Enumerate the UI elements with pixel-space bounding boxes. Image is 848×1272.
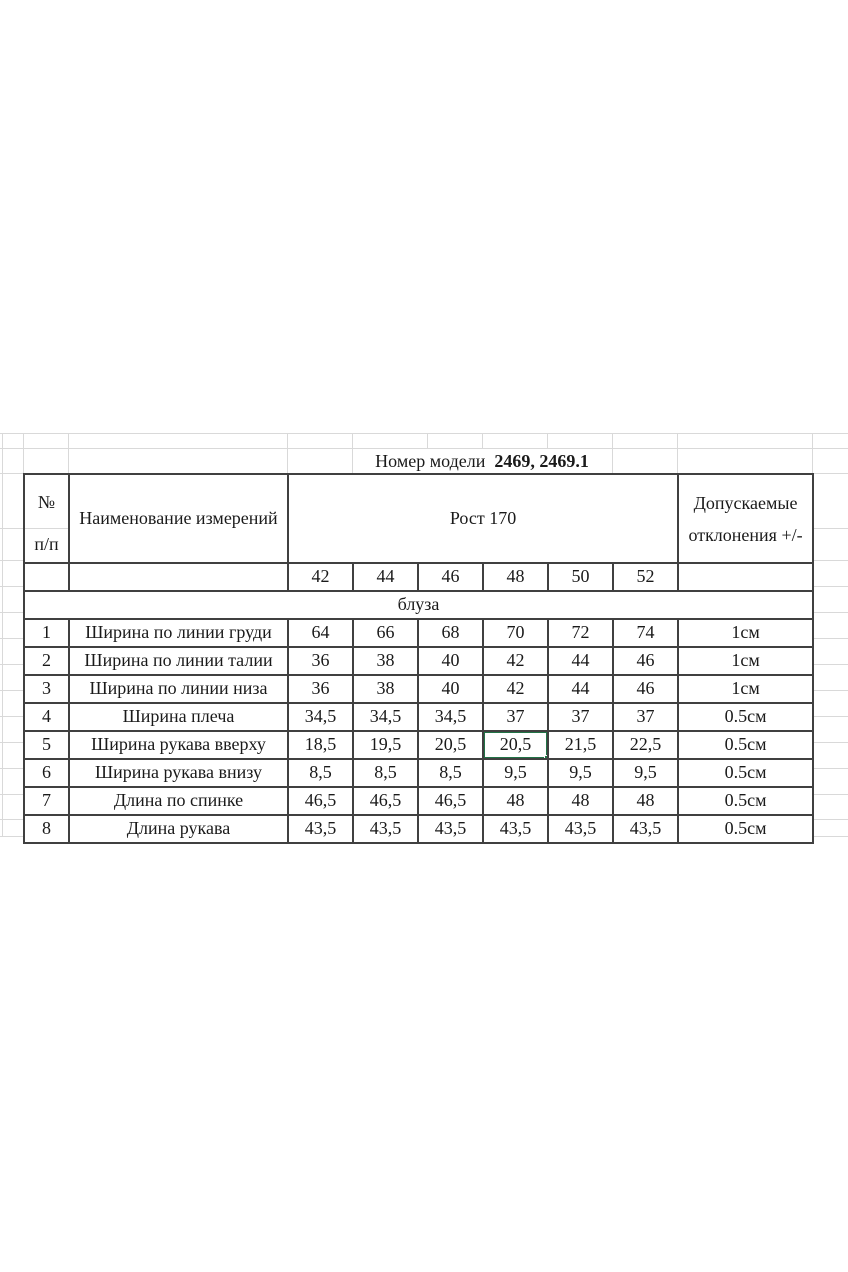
height-header-cell[interactable]: Рост 170 bbox=[288, 474, 678, 563]
empty-cell[interactable] bbox=[678, 563, 813, 591]
measurement-name-cell[interactable]: Длина рукава bbox=[69, 815, 288, 843]
table-row bbox=[24, 703, 813, 731]
value-cell[interactable]: 19,5 bbox=[353, 731, 418, 759]
value-cell[interactable]: 18,5 bbox=[288, 731, 353, 759]
value-cell[interactable]: 66 bbox=[353, 619, 418, 647]
value-cell[interactable]: 37 bbox=[613, 703, 678, 731]
corner-header-top: № bbox=[37, 491, 56, 512]
table-row bbox=[24, 759, 813, 787]
value-cell[interactable]: 37 bbox=[483, 703, 548, 731]
value-cell[interactable]: 40 bbox=[418, 675, 483, 703]
tolerance-cell[interactable]: 1см bbox=[678, 675, 813, 703]
value-cell[interactable]: 46,5 bbox=[288, 787, 353, 815]
value-cell[interactable]: 44 bbox=[548, 675, 613, 703]
gridline bbox=[0, 433, 848, 434]
size-header-row bbox=[24, 563, 813, 591]
row-number-cell[interactable]: 4 bbox=[24, 703, 69, 731]
row-number-cell[interactable]: 8 bbox=[24, 815, 69, 843]
data-rows bbox=[24, 619, 813, 843]
table-row bbox=[24, 815, 813, 843]
size-cell[interactable]: 44 bbox=[353, 563, 418, 591]
value-cell[interactable]: 8,5 bbox=[353, 759, 418, 787]
size-cell[interactable]: 42 bbox=[288, 563, 353, 591]
model-number-cell[interactable] bbox=[353, 449, 611, 473]
tolerance-cell[interactable]: 0.5см bbox=[678, 759, 813, 787]
value-cell[interactable]: 43,5 bbox=[353, 815, 418, 843]
value-cell[interactable]: 43,5 bbox=[613, 815, 678, 843]
table-header-row bbox=[24, 474, 813, 563]
measurement-name-header-cell[interactable]: Наименование измерений bbox=[69, 474, 288, 563]
tolerance-cell[interactable]: 1см bbox=[678, 619, 813, 647]
tolerance-cell[interactable]: 0.5см bbox=[678, 787, 813, 815]
empty-cell[interactable] bbox=[24, 563, 69, 591]
value-cell[interactable]: 34,5 bbox=[353, 703, 418, 731]
value-cell[interactable]: 8,5 bbox=[288, 759, 353, 787]
corner-header-bottom: п/п bbox=[34, 533, 59, 554]
measurement-name-cell[interactable]: Ширина рукава вверху bbox=[69, 731, 288, 759]
value-cell[interactable]: 48 bbox=[613, 787, 678, 815]
value-cell[interactable]: 74 bbox=[613, 619, 678, 647]
tolerance-header-line1: Допускаемые bbox=[693, 492, 798, 513]
value-cell[interactable]: 72 bbox=[548, 619, 613, 647]
value-cell[interactable]: 46,5 bbox=[418, 787, 483, 815]
value-cell[interactable]: 46 bbox=[613, 675, 678, 703]
table-row bbox=[24, 647, 813, 675]
value-cell[interactable]: 37 bbox=[548, 703, 613, 731]
table-row bbox=[24, 675, 813, 703]
measurement-name-cell[interactable]: Ширина плеча bbox=[69, 703, 288, 731]
row-number-cell[interactable]: 5 bbox=[24, 731, 69, 759]
row-number-cell[interactable]: 6 bbox=[24, 759, 69, 787]
tolerance-header-line2: отклонения +/- bbox=[688, 524, 803, 545]
gridline bbox=[2, 433, 3, 836]
measurement-name-cell[interactable]: Ширина по линии талии bbox=[69, 647, 288, 675]
value-cell[interactable]: 68 bbox=[418, 619, 483, 647]
value-cell[interactable]: 48 bbox=[548, 787, 613, 815]
size-cell[interactable]: 48 bbox=[483, 563, 548, 591]
row-number-cell[interactable]: 1 bbox=[24, 619, 69, 647]
value-cell[interactable]: 48 bbox=[483, 787, 548, 815]
value-cell[interactable]: 44 bbox=[548, 647, 613, 675]
table-row bbox=[24, 619, 813, 647]
value-cell[interactable]: 34,5 bbox=[288, 703, 353, 731]
tolerance-cell[interactable]: 0.5см bbox=[678, 703, 813, 731]
empty-cell[interactable] bbox=[69, 563, 288, 591]
section-label-cell[interactable]: блуза bbox=[24, 591, 813, 619]
value-cell[interactable]: 34,5 bbox=[418, 703, 483, 731]
size-cell[interactable]: 50 bbox=[548, 563, 613, 591]
size-chart-table bbox=[23, 473, 814, 844]
row-number-cell[interactable]: 3 bbox=[24, 675, 69, 703]
measurement-name-cell[interactable]: Ширина по линии груди bbox=[69, 619, 288, 647]
value-cell[interactable]: 38 bbox=[353, 647, 418, 675]
value-cell[interactable]: 21,5 bbox=[548, 731, 613, 759]
size-cell[interactable]: 52 bbox=[613, 563, 678, 591]
model-number-value: 2469, 2469.1 bbox=[494, 450, 589, 471]
value-cell[interactable]: 8,5 bbox=[418, 759, 483, 787]
measurement-name-cell[interactable]: Длина по спинке bbox=[69, 787, 288, 815]
value-cell[interactable]: 40 bbox=[418, 647, 483, 675]
value-cell[interactable]: 20,5 bbox=[418, 731, 483, 759]
row-number-cell[interactable]: 7 bbox=[24, 787, 69, 815]
value-cell[interactable]: 22,5 bbox=[613, 731, 678, 759]
value-cell[interactable]: 42 bbox=[483, 647, 548, 675]
value-cell[interactable]: 43,5 bbox=[548, 815, 613, 843]
value-cell[interactable]: 43,5 bbox=[483, 815, 548, 843]
size-cell[interactable]: 46 bbox=[418, 563, 483, 591]
tolerance-cell[interactable]: 0.5см bbox=[678, 815, 813, 843]
tolerance-cell[interactable]: 1см bbox=[678, 647, 813, 675]
measurement-name-cell[interactable]: Ширина рукава внизу bbox=[69, 759, 288, 787]
tolerance-cell[interactable]: 0.5см bbox=[678, 731, 813, 759]
value-cell[interactable]: 43,5 bbox=[288, 815, 353, 843]
value-cell[interactable]: 46,5 bbox=[353, 787, 418, 815]
value-cell[interactable]: 46 bbox=[613, 647, 678, 675]
value-cell[interactable]: 9,5 bbox=[483, 759, 548, 787]
corner-header-cell[interactable] bbox=[24, 474, 69, 563]
value-cell[interactable]: 36 bbox=[288, 647, 353, 675]
value-cell[interactable]: 9,5 bbox=[613, 759, 678, 787]
model-number-label: Номер модели bbox=[375, 450, 486, 471]
row-number-cell[interactable]: 2 bbox=[24, 647, 69, 675]
tolerance-header-cell[interactable] bbox=[678, 474, 813, 563]
value-cell[interactable]: 42 bbox=[483, 675, 548, 703]
value-cell[interactable]: 64 bbox=[288, 619, 353, 647]
table-row bbox=[24, 787, 813, 815]
table-row bbox=[24, 731, 813, 759]
selected-value-cell[interactable]: 20,5 bbox=[483, 731, 548, 759]
value-cell[interactable]: 43,5 bbox=[418, 815, 483, 843]
measurement-name-cell[interactable]: Ширина по линии низа bbox=[69, 675, 288, 703]
value-cell[interactable]: 36 bbox=[288, 675, 353, 703]
value-cell[interactable]: 9,5 bbox=[548, 759, 613, 787]
section-row bbox=[24, 591, 813, 619]
value-cell[interactable]: 70 bbox=[483, 619, 548, 647]
value-cell[interactable]: 38 bbox=[353, 675, 418, 703]
